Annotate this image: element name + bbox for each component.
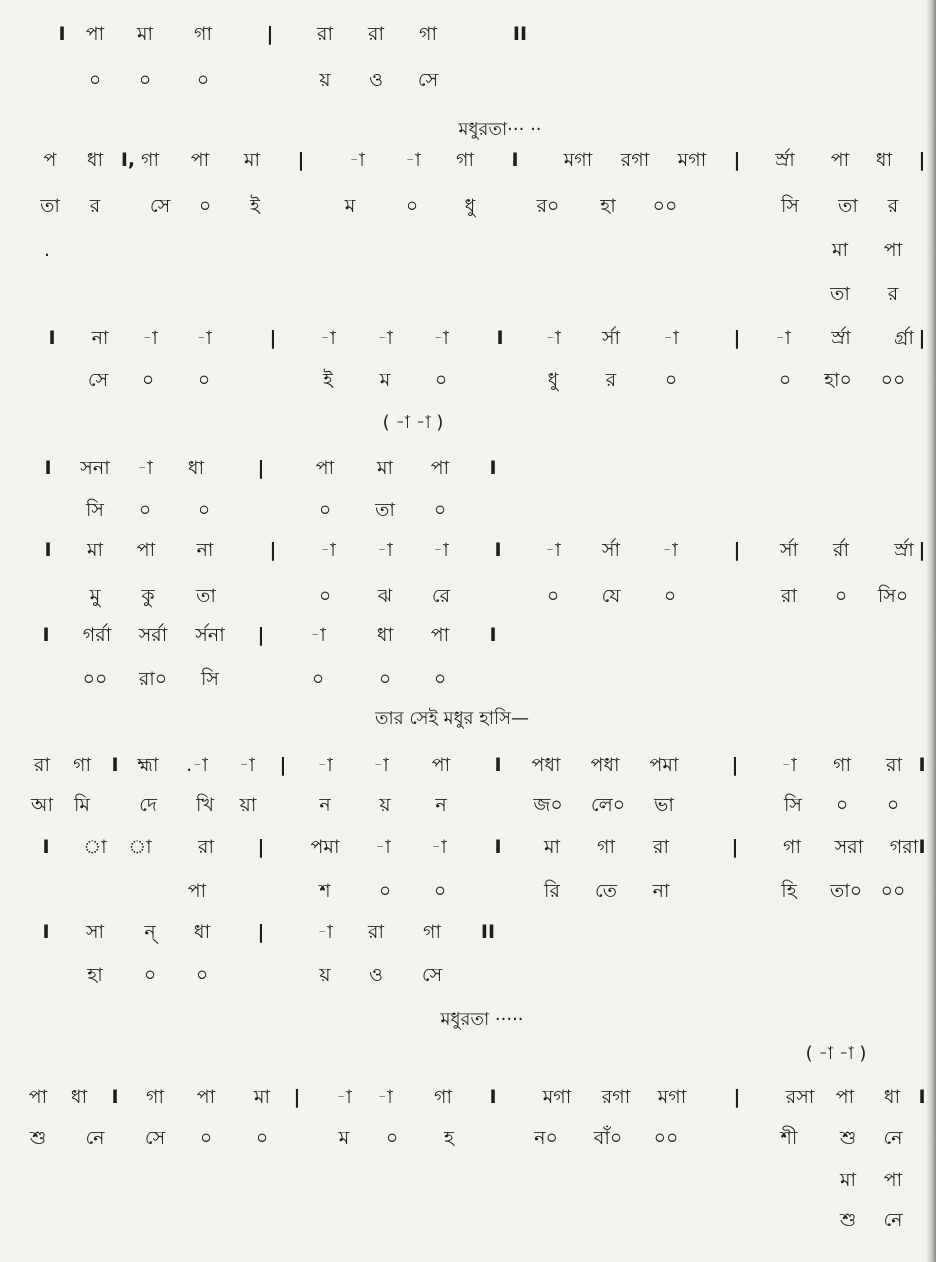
- note-syllable: -া: [433, 539, 449, 561]
- note-syllable: ০: [433, 668, 447, 690]
- note-syllable: য়া: [239, 794, 257, 816]
- bar-line: |: [733, 539, 741, 561]
- note-syllable: গা: [419, 23, 437, 45]
- note-syllable: প: [43, 149, 57, 171]
- barline-marker: II: [512, 23, 528, 45]
- note-syllable: পা: [835, 1086, 855, 1108]
- note-syllable: সি০: [877, 585, 909, 607]
- note-syllable: মা: [831, 239, 849, 261]
- note-syllable: মা: [839, 1169, 857, 1191]
- note-syllable: গা: [783, 836, 801, 858]
- note-syllable: পধা: [531, 754, 561, 776]
- note-syllable: শ: [319, 880, 331, 902]
- note-syllable: ধা: [193, 921, 211, 943]
- note-syllable: পা: [883, 1169, 903, 1191]
- note-syllable: হ্মা: [137, 754, 159, 776]
- note-syllable: -া: [349, 149, 365, 171]
- note-syllable: -া: [317, 921, 333, 943]
- note-syllable: -া: [377, 327, 393, 349]
- note-syllable: -া: [662, 539, 678, 561]
- page-edge-shadow: [926, 0, 936, 1262]
- note-syllable: নে: [85, 1127, 105, 1149]
- note-syllable: ন০: [534, 1127, 558, 1149]
- bar-line: |: [731, 836, 739, 858]
- bar-line: |: [731, 754, 739, 776]
- note-syllable: -া: [373, 754, 389, 776]
- barline-marker: I: [489, 457, 497, 479]
- note-syllable: সরা: [834, 836, 864, 858]
- note-syllable: পমা: [310, 836, 340, 858]
- note-syllable: -া: [663, 327, 679, 349]
- note-syllable: মা: [543, 836, 561, 858]
- note-syllable: ধা: [70, 1086, 88, 1108]
- note-syllable: ০: [143, 964, 157, 986]
- note-syllable: মা: [253, 1086, 271, 1108]
- note-syllable: ও: [369, 69, 383, 91]
- note-syllable: ০: [378, 880, 392, 902]
- notation-line: [0, 1123, 936, 1153]
- barline-marker: I: [918, 1086, 926, 1108]
- barline-marker: I,: [120, 149, 136, 171]
- note-syllable: রা: [317, 23, 333, 45]
- note-syllable: মগা: [563, 149, 593, 171]
- note-syllable: র্স্রা: [894, 539, 914, 561]
- note-syllable: গা: [456, 149, 474, 171]
- barline-marker: I: [918, 836, 926, 858]
- note-syllable: পা: [430, 457, 450, 479]
- note-syllable: ০: [834, 585, 848, 607]
- note-syllable: -া: [377, 539, 393, 561]
- note-syllable: হ: [444, 1127, 454, 1149]
- bar-line: |: [297, 149, 305, 171]
- note-syllable: সে: [144, 1127, 166, 1149]
- barline-marker: I: [42, 624, 50, 646]
- notation-line: [0, 1082, 936, 1112]
- note-syllable: রগা: [601, 1086, 631, 1108]
- note-syllable: সি: [781, 195, 799, 217]
- note-syllable: গর্রা: [82, 624, 112, 646]
- note-syllable: পা: [315, 457, 335, 479]
- barline-marker: I: [111, 754, 119, 776]
- note-syllable: ০: [835, 794, 849, 816]
- section-caption: ( -া -া ): [382, 412, 444, 433]
- note-syllable: ম: [344, 195, 356, 217]
- section-caption: ( -া -া ): [805, 1043, 867, 1064]
- note-syllable: পমা: [649, 754, 679, 776]
- barline-marker: I: [58, 23, 66, 45]
- note-syllable: গরা: [889, 836, 919, 858]
- note-syllable: গা: [194, 23, 212, 45]
- notation-line: [0, 1205, 936, 1235]
- note-syllable: ০: [433, 499, 447, 521]
- note-syllable: ০: [311, 668, 325, 690]
- note-syllable: ০: [318, 585, 332, 607]
- note-syllable: ০: [886, 794, 900, 816]
- bar-line: |: [279, 754, 287, 776]
- note-syllable: লে০: [590, 794, 626, 816]
- note-syllable: মগা: [677, 149, 707, 171]
- note-syllable: য়: [319, 964, 331, 986]
- note-syllable: গা: [833, 754, 851, 776]
- note-syllable: ০০: [653, 1127, 679, 1149]
- notation-line: [0, 279, 936, 309]
- note-syllable: নে: [883, 1209, 903, 1231]
- note-syllable: সে: [87, 369, 109, 391]
- notation-line: [0, 19, 936, 49]
- notation-line: [0, 581, 936, 611]
- note-syllable: -া: [310, 624, 326, 646]
- barline-marker: I: [918, 754, 926, 776]
- bar-line: |: [269, 539, 277, 561]
- note-syllable: ০: [195, 964, 209, 986]
- note-syllable: -া: [137, 457, 153, 479]
- note-syllable: র: [605, 369, 617, 391]
- note-syllable: ০: [405, 195, 419, 217]
- note-syllable: তে: [595, 880, 617, 902]
- note-syllable: ০: [255, 1127, 269, 1149]
- notation-line: [0, 453, 936, 483]
- note-syllable: র: [89, 195, 101, 217]
- barline-marker: I: [494, 836, 502, 858]
- note-syllable: না: [91, 327, 109, 349]
- note-syllable: -া: [377, 1086, 393, 1108]
- note-syllable: ধা: [187, 457, 205, 479]
- bar-line: |: [257, 921, 265, 943]
- note-syllable: পা: [28, 1086, 48, 1108]
- note-syllable: গা: [597, 836, 615, 858]
- note-syllable: -া: [433, 327, 449, 349]
- note-syllable: গা: [434, 1086, 452, 1108]
- note-syllable: শু: [839, 1209, 857, 1231]
- note-syllable: ম: [338, 1127, 350, 1149]
- barline-marker: I: [48, 327, 56, 349]
- bar-line: |: [257, 457, 265, 479]
- bar-line: |: [269, 327, 277, 349]
- note-syllable: রা: [781, 585, 797, 607]
- note-syllable: ধু: [547, 369, 559, 391]
- note-syllable: দে: [139, 794, 157, 816]
- note-syllable: র্স্রা: [831, 327, 851, 349]
- note-syllable: বাঁ০: [593, 1127, 623, 1149]
- note-syllable: পা: [187, 880, 207, 902]
- notation-line: [0, 323, 936, 353]
- note-syllable: ০: [199, 1127, 213, 1149]
- barline-marker: I: [111, 1086, 119, 1108]
- note-syllable: র০: [536, 195, 560, 217]
- note-syllable: -া: [781, 754, 797, 776]
- note-syllable: রা: [886, 754, 902, 776]
- note-syllable: গা: [141, 149, 159, 171]
- note-syllable: তা০: [829, 880, 863, 902]
- note-syllable: তা: [375, 499, 395, 521]
- notation-line: [0, 535, 936, 565]
- note-syllable: পা: [136, 539, 156, 561]
- note-syllable: ন: [319, 794, 331, 816]
- note-syllable: য়: [319, 69, 331, 91]
- notation-line: [0, 876, 936, 906]
- note-syllable: -া: [317, 754, 333, 776]
- bar-line: |: [918, 327, 926, 349]
- note-syllable: সি: [784, 794, 802, 816]
- note-syllable: ০০: [82, 668, 108, 690]
- note-syllable: ০: [198, 195, 212, 217]
- note-syllable: সে: [149, 195, 171, 217]
- note-syllable: ০: [138, 499, 152, 521]
- note-syllable: ০: [664, 369, 678, 391]
- note-syllable: মা: [86, 539, 104, 561]
- note-syllable: -া: [405, 149, 421, 171]
- barline-marker: I: [42, 836, 50, 858]
- note-syllable: রা: [34, 754, 50, 776]
- note-syllable: ০: [318, 499, 332, 521]
- note-syllable: গা: [146, 1086, 164, 1108]
- note-syllable: র্সা: [601, 327, 621, 349]
- note-syllable: -া: [239, 754, 255, 776]
- bar-line: |: [733, 149, 741, 171]
- barline-marker: I: [494, 754, 502, 776]
- note-syllable: ধু: [464, 195, 476, 217]
- barline-marker: I: [489, 624, 497, 646]
- note-syllable: রসা: [785, 1086, 815, 1108]
- note-syllable: শু: [29, 1127, 47, 1149]
- note-syllable: তা: [40, 195, 60, 217]
- notation-line: [0, 235, 936, 265]
- note-syllable: য়: [379, 794, 391, 816]
- note-syllable: পা: [883, 239, 903, 261]
- note-syllable: র: [887, 195, 899, 217]
- note-syllable: শী: [780, 1127, 798, 1149]
- note-syllable: ০: [138, 69, 152, 91]
- notation-line: [0, 917, 936, 947]
- note-syllable: ০: [196, 69, 210, 91]
- note-syllable: ০: [197, 499, 211, 521]
- bar-line: |: [918, 149, 926, 171]
- bar-line: |: [257, 836, 265, 858]
- note-syllable: হা: [87, 964, 103, 986]
- barline-marker: I: [44, 539, 52, 561]
- note-syllable: সনা: [80, 457, 110, 479]
- bar-line: |: [918, 539, 926, 561]
- note-syllable: ঝ: [377, 585, 393, 607]
- note-syllable: -া: [142, 327, 158, 349]
- note-syllable: ০০: [880, 369, 906, 391]
- notation-line: [0, 1165, 936, 1195]
- note-syllable: শু: [839, 1127, 857, 1149]
- barline-marker: I: [494, 539, 502, 561]
- note-syllable: না: [652, 880, 670, 902]
- note-syllable: -া: [375, 836, 391, 858]
- note-syllable: মা: [376, 457, 394, 479]
- note-syllable: মি: [74, 794, 90, 816]
- note-syllable: র্সা: [779, 539, 799, 561]
- note-syllable: র্সনা: [195, 624, 225, 646]
- barline-marker: I: [42, 921, 50, 943]
- note-syllable: পধা: [590, 754, 620, 776]
- notation-line: [0, 65, 936, 95]
- note-syllable: গা: [423, 921, 441, 943]
- note-syllable: ০: [197, 369, 211, 391]
- bar-line: |: [733, 327, 741, 349]
- note-syllable: ০: [663, 585, 677, 607]
- note-syllable: পা: [430, 624, 450, 646]
- notation-line: [0, 495, 936, 525]
- section-caption: মধুরতা ·····: [440, 1009, 524, 1030]
- section-caption: মধুরতা··· ··: [458, 119, 542, 140]
- barline-marker: I: [511, 149, 519, 171]
- bar-line: |: [293, 1086, 301, 1108]
- note-syllable: না: [196, 539, 214, 561]
- note-syllable: -া: [775, 327, 791, 349]
- note-syllable: রগা: [620, 149, 650, 171]
- note-syllable: মা: [136, 23, 154, 45]
- note-syllable: সে: [417, 69, 439, 91]
- note-syllable: গা: [73, 754, 91, 776]
- note-syllable: -া: [320, 327, 336, 349]
- notation-line: [0, 191, 936, 221]
- note-syllable: পা: [431, 754, 451, 776]
- notation-line: [0, 365, 936, 395]
- barline-marker: I: [489, 1086, 497, 1108]
- note-syllable: ম: [379, 369, 391, 391]
- note-syllable: র্গ্রা: [894, 327, 914, 349]
- note-syllable: আ: [30, 794, 54, 816]
- barline-marker: I: [44, 457, 52, 479]
- note-syllable: ০: [433, 880, 447, 902]
- note-syllable: ০০: [652, 195, 678, 217]
- bar-line: |: [257, 624, 265, 646]
- note-syllable: মু: [89, 585, 101, 607]
- note-syllable: ই: [250, 195, 260, 217]
- note-syllable: হি: [781, 880, 797, 902]
- note-syllable: ভা: [654, 794, 674, 816]
- section-caption: তার সেই মধুর হাসি—: [374, 708, 530, 729]
- note-syllable: ০: [546, 585, 560, 607]
- notation-line: [0, 960, 936, 990]
- note-syllable: -া: [320, 539, 336, 561]
- note-syllable: ০: [378, 668, 392, 690]
- note-syllable: র্সা: [601, 539, 621, 561]
- note-syllable: রা০: [138, 668, 168, 690]
- note-syllable: রা: [198, 836, 214, 858]
- note-syllable: র্রা: [833, 539, 849, 561]
- note-syllable: ০: [385, 1127, 399, 1149]
- note-syllable: ধা: [86, 149, 104, 171]
- note-syllable: সি: [201, 668, 219, 690]
- note-syllable: রা: [653, 836, 669, 858]
- note-syllable: যে: [601, 585, 621, 607]
- note-syllable: পা: [830, 149, 850, 171]
- note-syllable: া: [83, 836, 107, 858]
- note-syllable: খি: [196, 794, 214, 816]
- note-syllable: তা: [196, 585, 216, 607]
- note-syllable: র: [887, 283, 899, 305]
- note-syllable: কু: [141, 585, 155, 607]
- note-syllable: .: [43, 239, 51, 261]
- note-syllable: -া: [545, 539, 561, 561]
- note-syllable: তা: [838, 195, 858, 217]
- note-syllable: ০: [141, 369, 155, 391]
- note-syllable: হা: [600, 195, 616, 217]
- note-syllable: সর্রা: [138, 624, 168, 646]
- note-syllable: রা: [368, 23, 384, 45]
- note-syllable: সা: [85, 921, 105, 943]
- notation-line: [0, 832, 936, 862]
- barline-marker: I: [496, 327, 504, 349]
- note-syllable: সি: [86, 499, 104, 521]
- note-syllable: া: [128, 836, 152, 858]
- notation-line: [0, 620, 936, 650]
- note-syllable: সে: [421, 964, 443, 986]
- note-syllable: মা: [243, 149, 261, 171]
- note-syllable: ন্: [144, 921, 156, 943]
- note-syllable: রে: [431, 585, 451, 607]
- note-syllable: র্স্রা: [775, 149, 795, 171]
- note-syllable: ০: [434, 369, 448, 391]
- note-syllable: -া: [431, 836, 447, 858]
- note-syllable: মগা: [657, 1086, 687, 1108]
- notation-line: [0, 790, 936, 820]
- note-syllable: ন: [435, 794, 447, 816]
- note-syllable: ও: [369, 964, 383, 986]
- note-syllable: -া: [196, 327, 212, 349]
- barline-marker: II: [480, 921, 496, 943]
- note-syllable: -া: [545, 327, 561, 349]
- note-syllable: জ০: [533, 794, 563, 816]
- note-syllable: পা: [190, 149, 210, 171]
- note-syllable: ০: [778, 369, 792, 391]
- note-syllable: মগা: [542, 1086, 572, 1108]
- note-syllable: ধা: [875, 149, 893, 171]
- note-syllable: নে: [883, 1127, 903, 1149]
- note-syllable: ০: [88, 69, 102, 91]
- note-syllable: পা: [85, 23, 105, 45]
- note-syllable: ধা: [376, 624, 394, 646]
- notation-line: [0, 145, 936, 175]
- note-syllable: ০০: [880, 880, 906, 902]
- note-syllable: ধা: [883, 1086, 901, 1108]
- notation-line: [0, 664, 936, 694]
- note-syllable: হা০: [824, 369, 852, 391]
- note-syllable: পা: [196, 1086, 216, 1108]
- note-syllable: তা: [830, 283, 850, 305]
- note-syllable: -া: [336, 1086, 352, 1108]
- bar-line: |: [266, 23, 274, 45]
- note-syllable: রা: [368, 921, 384, 943]
- note-syllable: রি: [544, 880, 560, 902]
- notation-line: [0, 750, 936, 780]
- bar-line: |: [733, 1086, 741, 1108]
- note-syllable: .-া: [186, 754, 208, 776]
- note-syllable: ই: [323, 369, 333, 391]
